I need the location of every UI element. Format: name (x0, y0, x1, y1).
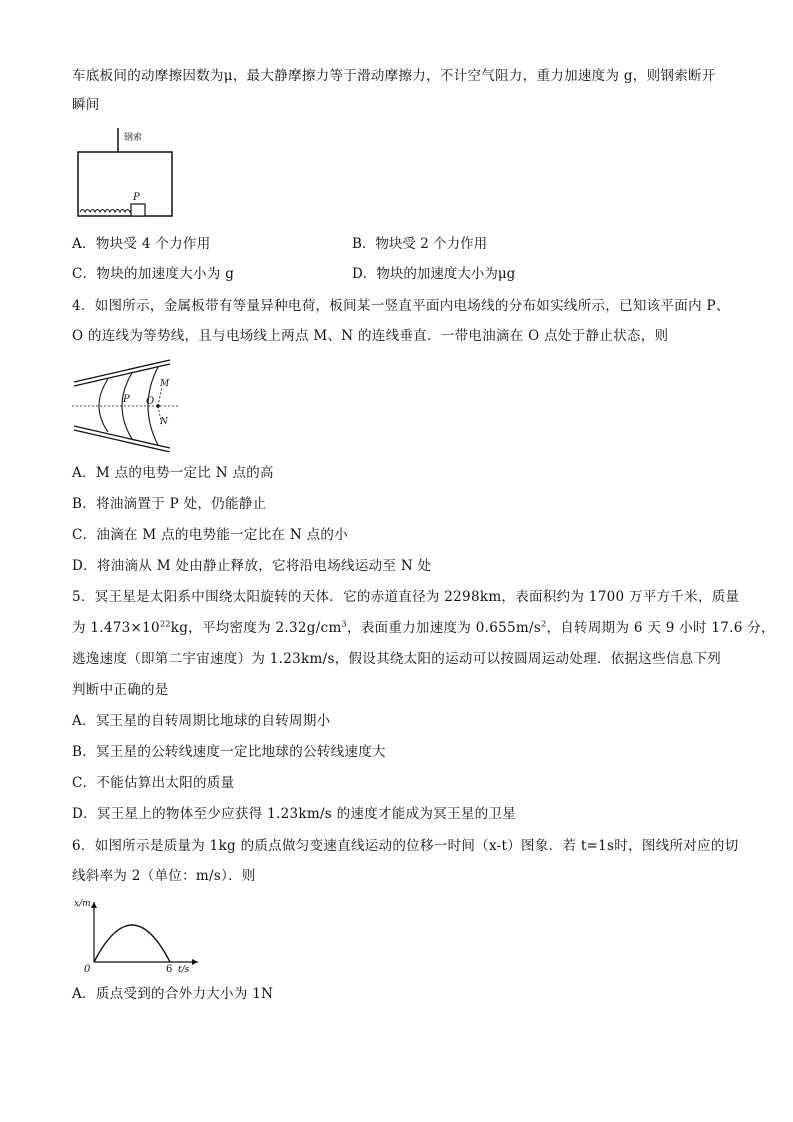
origin-label: 0 (84, 964, 91, 975)
q4-figure (70, 356, 180, 452)
q4-stem-line-2: O 的连线为等势线，且与电场线上两点 M、N 的连线垂直．一带电油滴在 O 点处于静止状态，则 (72, 328, 669, 344)
label-m: M (160, 379, 170, 389)
cable-label: 钢索 (124, 133, 143, 143)
q5-stem-line-4: 判断中正确的是 (72, 682, 169, 698)
q6-option-a: A．质点受到的合外力大小为 1N (72, 986, 274, 1002)
label-p: P (123, 394, 130, 405)
q5-option-b: B．冥王星的公转线速度一定比地球的公转线速度大 (72, 744, 386, 760)
q3-option-b: B．物块受 2 个力作用 (352, 236, 488, 252)
q4-stem-line-1: 4．如图所示，金属板带有等量异种电荷，板间某一竖直平面内电场线的分布如实线所示，已知该平面内 P、 (72, 298, 730, 314)
q6-stem-line-2: 线斜率为 2（单位：m/s）．则 (72, 868, 256, 884)
q5-option-a: A．冥王星的自转周期比地球的自转周期小 (72, 713, 331, 729)
q6-stem-line-1: 6．如图所示是质量为 1kg 的质点做匀变速直线运动的位移一时间（x-t）图象．若 t=1s时，图线所对应的切 (72, 838, 739, 854)
x-axis-label: t/s (178, 965, 190, 975)
x-axis-arrow (192, 959, 198, 965)
q3-option-c: C．物块的加速度大小为 g (72, 266, 235, 282)
xt-curve (94, 925, 170, 962)
q3-stem-line-2: 瞬间 (72, 97, 100, 113)
q3-stem-line-1: 车底板间的动摩擦因数为μ，最大静摩擦力等于滑动摩擦力，不计空气阻力，重力加速度为 g，则钢索断开 (72, 68, 716, 84)
q4-option-c: C．油滴在 M 点的电势能一定比在 N 点的小 (72, 527, 349, 543)
q5-stem-line-3: 逃逸速度（即第二宇宙速度）为 1.23km/s，假设其绕太阳的运动可以按圆周运动处理．依据这些信息下列 (72, 651, 722, 667)
y-axis-arrow (91, 902, 97, 908)
q5-stem-line-2: 为 $1.473\times 10^{22}kg$，平均密度为 $2.32g/cm^3$，表面重力加速度为 $0.655m/s^2$，自转周期为 6 天 9 小时 17.6 分， (72, 619, 775, 636)
box-outline (78, 152, 172, 216)
tick-6-label: 6 (166, 964, 173, 975)
q5-option-d: D．冥王星上的物体至少应获得 1.23km/s 的速度才能成为冥王星的卫星 (72, 806, 517, 822)
upper-plate-edge (74, 364, 170, 386)
field-line-1 (99, 379, 108, 432)
q4-option-b: B．将油滴置于 P 处，仍能静止 (72, 496, 267, 512)
q5-option-c: C．不能估算出太阳的质量 (72, 775, 235, 791)
field-line-2 (122, 373, 132, 439)
om-dashed (158, 386, 162, 406)
point-o (156, 404, 160, 408)
q4-option-d: D．将油滴从 M 处由静止释放，它将沿电场线运动至 N 处 (72, 558, 432, 574)
label-n: N (160, 417, 168, 427)
q3-option-d: D．物块的加速度大小为μg (352, 266, 516, 282)
q4-option-a: A．M 点的电势一定比 N 点的高 (72, 465, 274, 481)
q3-figure (72, 126, 182, 222)
q5-stem-line-1: 5．冥王星是太阳系中围绕太阳旋转的天体．它的赤道直径为 2298km，表面积约为 1700 万平方千米，质量 (72, 589, 740, 605)
q3-option-a: A．物块受 4 个力作用 (72, 236, 211, 252)
block-label: P (133, 192, 140, 203)
label-o: O (146, 396, 155, 407)
y-axis-label: x/m (74, 899, 91, 909)
q6-figure (74, 896, 204, 976)
block-p (131, 204, 145, 216)
lower-plate (74, 426, 170, 448)
